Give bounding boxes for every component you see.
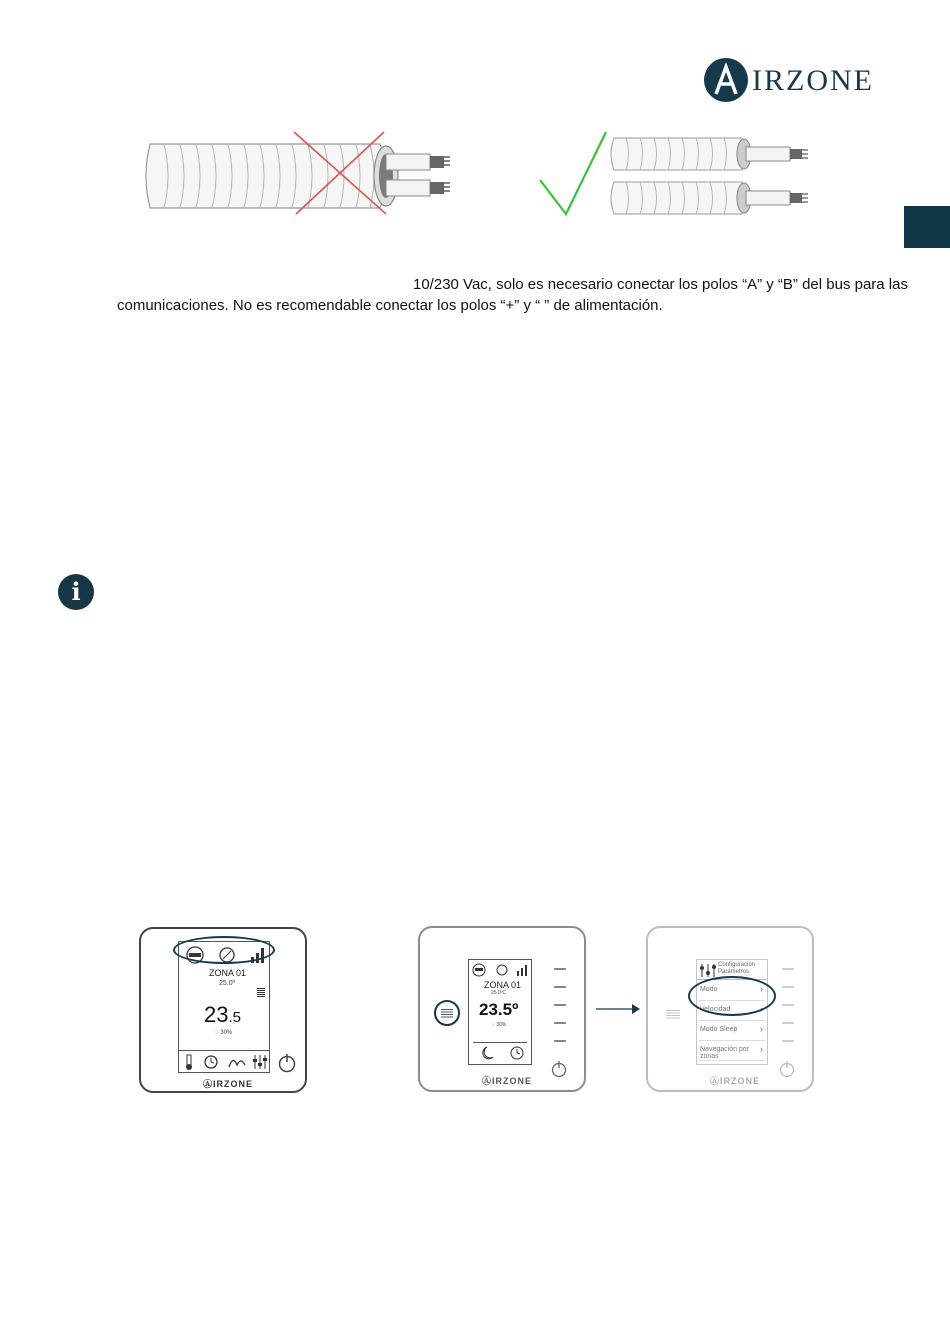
eco-icon — [497, 965, 507, 975]
top-icon-row — [471, 962, 529, 978]
setpoint-label: 25.0º — [219, 980, 236, 987]
thermostat-device-3 — [646, 926, 814, 1092]
power-icon — [277, 1053, 297, 1073]
device-brand: ⒶIRZONE — [710, 1076, 761, 1086]
cable-right-figure — [536, 128, 826, 224]
zone-label: ZONA 01 — [209, 968, 247, 978]
thermostat-screen-2 — [468, 959, 532, 1065]
paragraph-line-2: comunicaciones. No es recomendable conectar los polos “+” y “ ” de alimentación. — [117, 297, 663, 314]
humidity-value: ◌ 30% — [492, 1022, 507, 1028]
temperature-value: 23.5º — [479, 1000, 519, 1019]
chevron-right-icon: › — [760, 1044, 763, 1054]
power-icon — [550, 1060, 568, 1078]
menu-item-modo[interactable]: Modo › — [699, 982, 765, 1001]
chapter-tab — [904, 206, 950, 248]
thermometer-icon — [186, 1055, 192, 1070]
signal-icon — [517, 965, 527, 976]
highlight-menu-button — [434, 1000, 460, 1026]
stop-icon — [473, 964, 485, 976]
menu-item-modo-sleep[interactable]: Modo Sleep › — [699, 1022, 765, 1041]
sliders-icon — [699, 962, 717, 978]
menu-icon — [257, 988, 265, 997]
clock-icon — [205, 1056, 217, 1068]
fan-icon — [229, 1060, 245, 1067]
menu-item-velocidad[interactable]: Velocidad › — [699, 1002, 765, 1021]
zone-label: ZONA 01 — [484, 980, 522, 990]
info-icon: i — [58, 574, 94, 610]
menu-icon — [441, 1009, 453, 1018]
menu-icon — [666, 1010, 680, 1020]
temperature-value: 23.5 — [204, 1002, 241, 1027]
arrow-right-icon — [596, 1002, 642, 1016]
chevron-right-icon: › — [760, 1024, 763, 1034]
clock-icon — [511, 1047, 523, 1059]
chevron-right-icon: › — [760, 1004, 763, 1014]
menu-item-navegacion-zonas[interactable]: Navegación por zonas › — [700, 1044, 763, 1060]
menu-header-line-2: Parámetros — [718, 969, 750, 975]
power-icon — [778, 1060, 796, 1078]
humidity-value: ◌ 30% — [215, 1030, 233, 1036]
sliders-icon — [253, 1055, 267, 1069]
airzone-logo-mark — [704, 58, 748, 102]
device-brand: ⒶIRZONE — [482, 1076, 533, 1086]
highlight-oval-menu — [688, 976, 776, 1016]
thermostat-device-2 — [418, 926, 586, 1092]
bottom-icon-row — [183, 1053, 267, 1071]
sleep-icon — [483, 1047, 493, 1059]
bottom-icon-row — [477, 1045, 527, 1061]
thermostat-device-1 — [139, 927, 307, 1093]
menu-header-line-1: Configuración — [718, 962, 756, 968]
device-brand: ⒶIRZONE — [203, 1079, 254, 1089]
airzone-logo-text: IRZONE — [752, 64, 874, 97]
cable-wrong-figure — [140, 128, 460, 224]
paragraph-line-1: 10/230 Vac, solo es necesario conectar los polos “A” y “B” del bus para las — [413, 276, 908, 293]
checkmark-icon — [540, 132, 606, 214]
highlight-oval-top-icons — [173, 936, 275, 964]
setpoint-label: 25.0ºC — [491, 990, 507, 996]
airzone-logo — [702, 56, 872, 104]
chevron-right-icon: › — [760, 984, 763, 994]
